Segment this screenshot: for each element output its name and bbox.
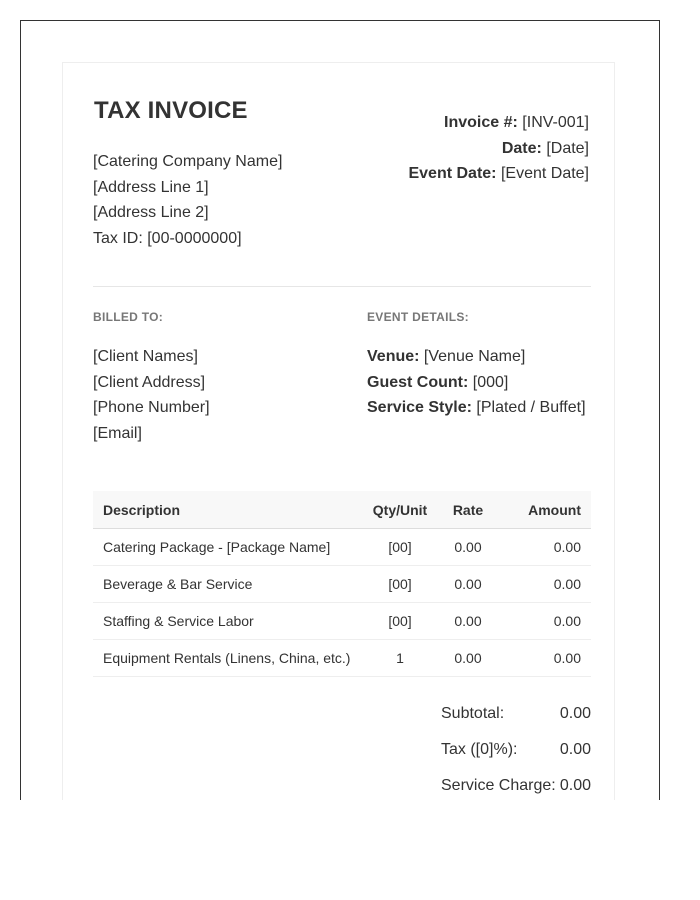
guest-count-label: Guest Count: xyxy=(367,373,469,391)
invoice-number-value: [INV-001] xyxy=(522,114,589,131)
client-phone: [Phone Number] xyxy=(93,399,210,417)
item-description: Staffing & Service Labor xyxy=(93,603,361,640)
event-details-label: EVENT DETAILS: xyxy=(367,310,469,324)
header-qty: Qty/Unit xyxy=(361,491,439,529)
subtotal-row xyxy=(441,703,591,739)
service-style-value: [Plated / Buffet] xyxy=(476,399,586,417)
item-qty: [00] xyxy=(361,529,439,566)
client-info xyxy=(93,344,210,447)
item-amount: 0.00 xyxy=(497,603,591,640)
service-charge-value: 0.00 xyxy=(559,777,591,794)
line-items-table xyxy=(93,491,591,677)
invoice-date-label: Date: xyxy=(501,139,542,157)
event-info xyxy=(367,344,586,421)
company-address-line-2: [Address Line 2] xyxy=(93,204,209,222)
guest-count-row xyxy=(367,370,586,396)
company-tax-id: Tax ID: [00-0000000] xyxy=(93,230,242,248)
venue-label: Venue: xyxy=(367,348,420,365)
item-description: Beverage & Bar Service xyxy=(93,566,361,603)
venue-row xyxy=(367,344,586,370)
item-description: Catering Package - [Package Name] xyxy=(93,529,361,566)
service-style-row xyxy=(367,395,586,421)
page-frame xyxy=(20,20,660,800)
invoice-number-row xyxy=(408,110,589,136)
tax-row xyxy=(441,739,591,775)
item-qty: [00] xyxy=(361,566,439,603)
totals-block xyxy=(441,703,591,800)
event-date-row xyxy=(408,161,589,187)
item-amount: 0.00 xyxy=(497,529,591,566)
client-names: [Client Names] xyxy=(93,348,198,365)
table-row xyxy=(93,529,591,566)
event-date-label: Event Date: xyxy=(408,165,497,182)
table-row xyxy=(93,640,591,677)
item-qty: [00] xyxy=(361,603,439,640)
tax-value: 0.00 xyxy=(559,741,591,758)
tax-label: Tax ([0]%): xyxy=(441,741,518,758)
company-info xyxy=(93,149,282,252)
invoice-date-row xyxy=(408,136,589,162)
company-address-line-1: [Address Line 1] xyxy=(93,178,209,196)
invoice-date-value: [Date] xyxy=(546,139,589,157)
header-amount: Amount xyxy=(497,491,591,529)
table-header-row xyxy=(93,491,591,529)
invoice-number-label: Invoice #: xyxy=(444,114,518,131)
subtotal-label: Subtotal: xyxy=(441,705,505,722)
header-description: Description xyxy=(93,491,361,529)
header-divider xyxy=(93,286,591,287)
company-name: [Catering Company Name] xyxy=(93,153,283,170)
table-row xyxy=(93,566,591,603)
item-rate: 0.00 xyxy=(439,566,497,603)
item-description: Equipment Rentals (Linens, China, etc.) xyxy=(93,640,361,677)
service-charge-label: Service Charge: xyxy=(441,777,556,794)
item-rate: 0.00 xyxy=(439,640,497,677)
invoice-card xyxy=(62,62,615,800)
guest-count-value: [000] xyxy=(472,373,509,391)
invoice-title: TAX INVOICE xyxy=(94,97,248,124)
item-qty: 1 xyxy=(361,640,439,677)
client-address: [Client Address] xyxy=(93,373,206,391)
event-date-value: [Event Date] xyxy=(500,165,589,182)
venue-value: [Venue Name] xyxy=(423,348,526,365)
subtotal-value: 0.00 xyxy=(559,705,591,722)
item-amount: 0.00 xyxy=(497,640,591,677)
client-email: [Email] xyxy=(93,425,142,443)
item-amount: 0.00 xyxy=(497,566,591,603)
item-rate: 0.00 xyxy=(439,529,497,566)
service-charge-row xyxy=(441,775,591,800)
header-rate: Rate xyxy=(439,491,497,529)
table-row xyxy=(93,603,591,640)
item-rate: 0.00 xyxy=(439,603,497,640)
service-style-label: Service Style: xyxy=(367,399,472,417)
invoice-meta xyxy=(408,110,589,187)
billed-to-label: BILLED TO: xyxy=(93,310,164,324)
